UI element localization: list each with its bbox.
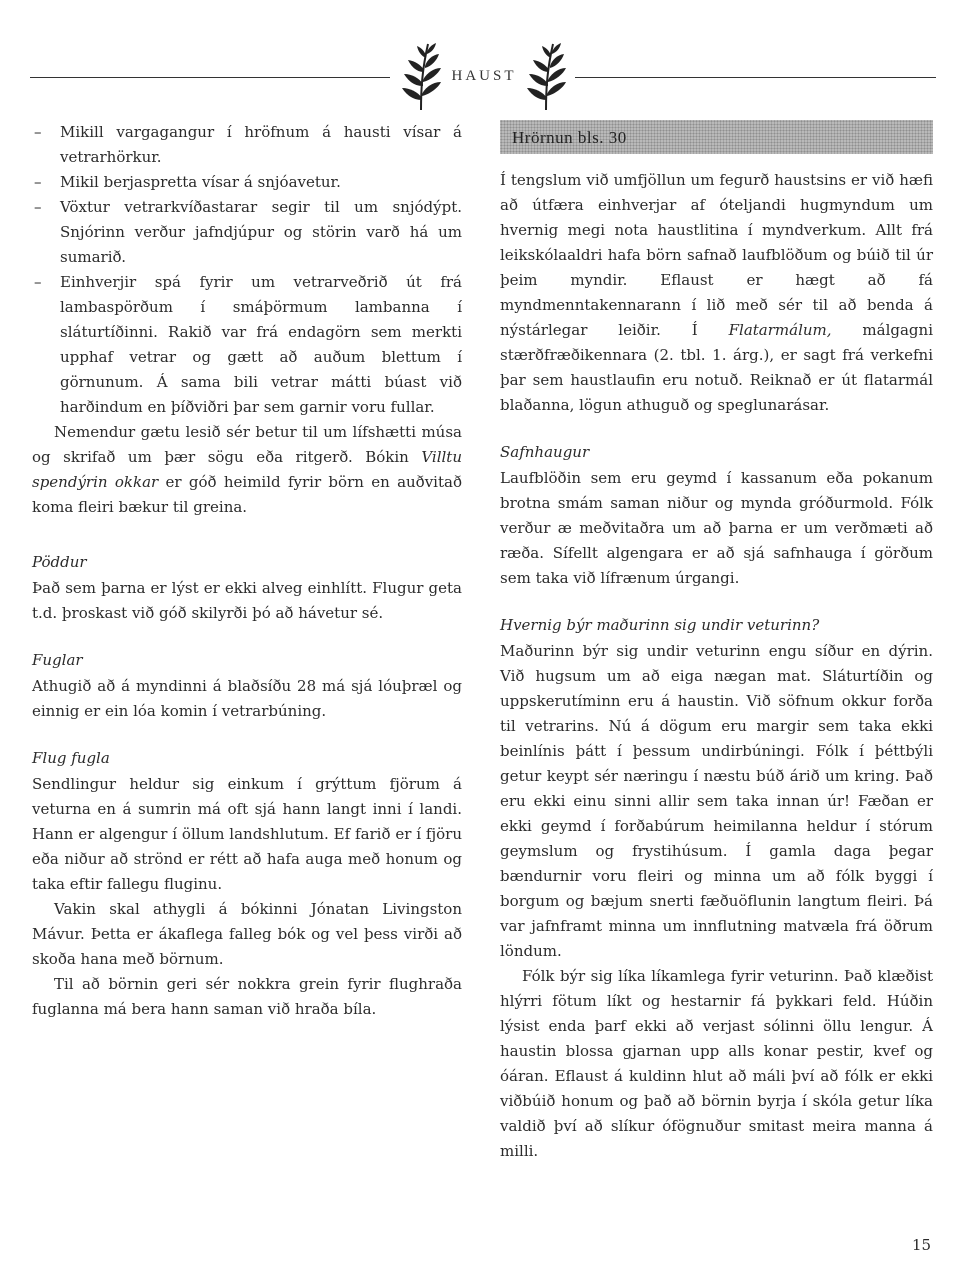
section-banner bbox=[500, 120, 933, 154]
header-title: HAUST bbox=[451, 68, 517, 84]
section-heading-fuglar: Fuglar bbox=[32, 651, 83, 669]
journal-title: Flatarmálum, bbox=[728, 321, 832, 339]
list-item: – Mikill vargagangur í hröfnum á hausti vísar á vetrarhörkur. bbox=[32, 120, 462, 170]
hvernig-paragraph-2: Fólk býr sig líka líkamlega fyrir veturinn. Það klæðist hlýrri fötum líkt og hestarnir fá þykkari feld. Húðin lýsist enda þarf ekki að verjast sólinni öllu lengur. Á haustin blossa gjarnan upp alls konar pestir, kvef og óáran. Eflaust á kuldinn hlut að máli því að fólk er ekki viðbúið honum og það að börnin byrja í skóla getur líka valdið því að slíkur ófögnuður smitast meira manna á milli. bbox=[500, 967, 933, 1160]
folklore-list bbox=[32, 120, 462, 420]
hvernig-paragraph-1: Maðurinn býr sig undir veturinn engu síður en dýrin. Við hugsum um að eiga nægan mat. Sláturtíðin og uppskerutíminn eru á haustin. Við söfnum okkur forða til vetrarins. Nú á dögum eru margir sem taka ekki beinlínis þátt í þessum undirbúningi. Fólk í þéttbýli getur keypt sér næringu í næstu búð árið um kring. Það eru ekki einu sinni allir sem taka innan úr! Fæðan er ekki geymd í forðabúrum heimilanna heldur í stórum geymslum og frystihúsum. Í gamla daga þegar bændurnir voru fleiri og minna um að fólk byggi í borgum og bæjum snerti fæðuöflunin langtum fleiri. Þá var jafnframt minna um innflutning matvæla frá öðrum löndum. bbox=[500, 642, 933, 960]
fuglar-text: Athugið að á myndinni á blaðsíðu 28 má sjá lóuþræl og einnig er ein lóa komin í vetrarbúning. bbox=[32, 677, 462, 720]
poddur-text: Það sem þarna er lýst er ekki alveg einhlítt. Flugur geta t.d. þroskast við góð skilyrði þó að hávetur sé. bbox=[32, 579, 462, 622]
header-rule-left bbox=[30, 77, 390, 78]
flug-paragraph-1: Sendlingur heldur sig einkum í grýttum fjörum á veturna en á sumrin má oft sjá hann langt inni í landi. Hann er algengur í öllum landshlutum. Ef farið er í fjöru eða niður að strönd er rétt að hafa auga með honum og taka eftir fallegu fluginu. bbox=[32, 775, 462, 893]
flug-paragraph-2: Vakin skal athygli á bókinni Jónatan Livingston Mávur. Þetta er ákaflega falleg bók og vel þess virði að skoða hana með börnum. bbox=[32, 900, 462, 968]
header-rule-right bbox=[575, 77, 936, 78]
intro-paragraph: Í tengslum við umfjöllun um fegurð haustsins er við hæfi að útfæra einhverjar af óteljandi hugmyndum um hvernig megi nota haustlitina í myndverkum. Allt frá leikskólaaldri hafa börn safnað laufblöðum og búið til úr þeim myndir. Eflaust er hægt að fá myndmenntakennarann í lið með sér til að benda á nýstárlegar leiðir. Í Flatarmálum, málgagni stærðfræðikennara (2. tbl. 1. árg.), er sagt frá verkefni þar sem haustlaufin eru notuð. Reiknað er út flatarmál blaðanna, lögun athuguð og speglunarásar. bbox=[500, 171, 933, 414]
section-heading-safnhaugur: Safnhaugur bbox=[500, 443, 590, 461]
section-heading-poddur: Pöddur bbox=[32, 553, 87, 571]
flug-paragraph-3: Til að börnin geri sér nokkra grein fyrir flughraða fuglanna má bera hann saman við hraða bíla. bbox=[32, 975, 462, 1018]
safnhaugur-text: Laufblöðin sem eru geymd í kassanum eða pokanum brotna smám saman niður og mynda gróðurmold. Fólk verður æ meðvitaðra um að þarna er um verðmæti að ræða. Sífellt algengara er að sjá safnhauga í görðum sem taka við lífrænum úrgangi. bbox=[500, 469, 933, 587]
left-column bbox=[32, 120, 462, 1022]
list-item: – Einhverjir spá fyrir um vetrarveðrið út frá lambaspörðum í smáþörmum lambanna í sláturtíðinni. Rakið var frá endagörn sem merkti upphaf vetrar og gætt að auðum blettum í görnunum. Á sama bili vetrar mátti búast við harðindum en þíðviðri þar sem garnir voru fullar. bbox=[32, 270, 462, 420]
list-item: – Mikil berjaspretta vísar á snjóavetur. bbox=[32, 170, 462, 195]
mice-paragraph: Nemendur gætu lesið sér betur til um lífshætti músa og skrifað um þær sögu eða ritgerð. Bókin Villtu spendýrin okkar er góð heimild fyrir börn en auðvitað koma fleiri bækur til greina. bbox=[32, 423, 462, 516]
list-item: – Vöxtur vetrarkvíðastarar segir til um snjódýpt. Snjórinn verður jafndjúpur og störin varð há um sumarið. bbox=[32, 195, 462, 270]
fern-leaf-icon bbox=[398, 40, 444, 112]
banner-title: Hrörnun bls. 30 bbox=[512, 127, 627, 147]
page-number: 15 bbox=[912, 1236, 932, 1254]
book-title: Villtu spendýrin okkar bbox=[32, 448, 462, 491]
right-column bbox=[500, 120, 933, 1164]
fern-leaf-icon bbox=[523, 40, 569, 112]
section-heading-hvernig: Hvernig býr maðurinn sig undir veturinn? bbox=[500, 616, 820, 634]
section-heading-flug-fugla: Flug fugla bbox=[32, 749, 110, 767]
page-header bbox=[30, 30, 936, 110]
